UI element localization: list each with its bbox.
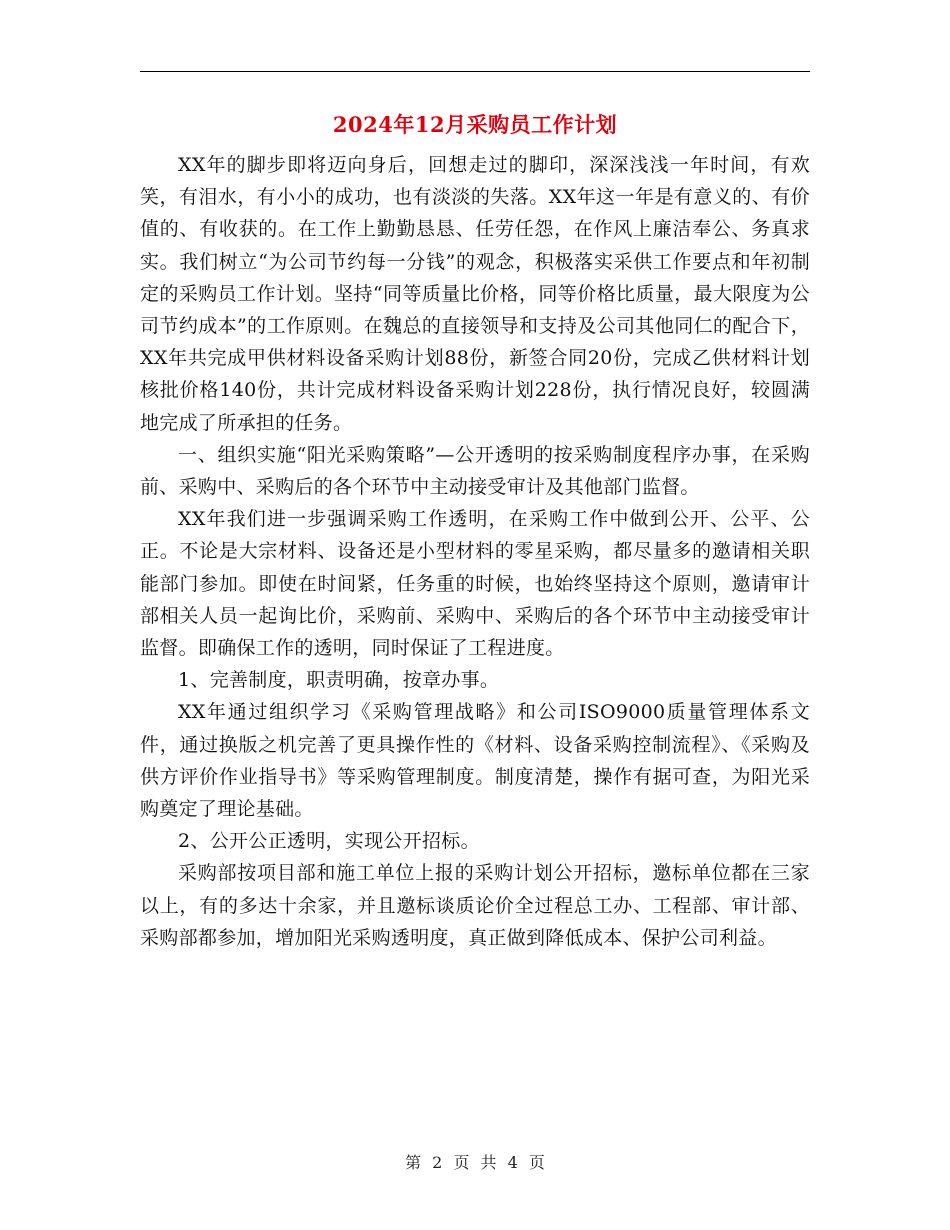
document-title: 2024年12月采购员工作计划 — [332, 112, 618, 137]
paragraph-section-1: 一、组织实施“阳光采购策略”—公开透明的按采购制度程序办事，在采购前、采购中、采购后的各个环节中主动接受审计及其他部门监督。 — [140, 443, 810, 499]
paragraph-intro: XX年的脚步即将迈向身后，回想走过的脚印，深深浅浅一年时间，有欢笑，有泪水，有小小的成功，也有淡淡的失落。XX年这一年是有意义的、有价值的、有收获的。在工作上勤勤恳恳、任劳任怨，在作风上廉洁奉公、务真求实。我们树立“为公司节约每一分钱”的观念，积极落实采供工作要点和年初制定的采购员工作计划。坚持“同等质量比价格，同等价格比质量，最大限度为公司节约成本”的工作原则。在魏总的直接领导和支持及公司其他同仁的配合下，XX年共完成甲供材料设备采购计划88份，新签合同20份，完成乙供材料计划核批价格140份，共计完成材料设备采购计划228份，执行情况良好，较圆满地完成了所承担的任务。 — [140, 154, 810, 434]
header-rule — [140, 71, 810, 72]
paragraph-transparency: XX年我们进一步强调采购工作透明，在采购工作中做到公开、公平、公正。不论是大宗材料、设备还是小型材料的零星采购，都尽量多的邀请相关职能部门参加。即使在时间紧，任务重的时候，也始终坚持这个原则，邀请审计部相关人员一起询比价，采购前、采购中、采购后的各个环节中主动接受审计监督。即确保工作的透明，同时保证了工程进度。 — [140, 508, 810, 660]
paragraph-item-2: 2、公开公正透明，实现公开招标。 — [178, 830, 480, 853]
document-body — [140, 149, 810, 954]
paragraph-tendering: 采购部按项目部和施工单位上报的采购计划公开招标，邀标单位都在三家以上，有的多达十余家，并且邀标谈质论价全过程总工办、工程部、审计部、采购部都参加，增加阳光采购透明度，真正做到降低成本、保护公司利益。 — [140, 862, 810, 949]
page-number: 第 2 页 共 4 页 — [405, 1153, 545, 1172]
paragraph-system-docs: XX年通过组织学习《采购管理战略》和公司ISO9000质量管理体系文件，通过换版之机完善了更具操作性的《材料、设备采购控制流程》、《采购及供方评价作业指导书》等采购管理制度。制度清楚，操作有据可查，为阳光采购奠定了理论基础。 — [140, 701, 810, 821]
paragraph-item-1: 1、完善制度，职责明确，按章办事。 — [178, 669, 500, 692]
